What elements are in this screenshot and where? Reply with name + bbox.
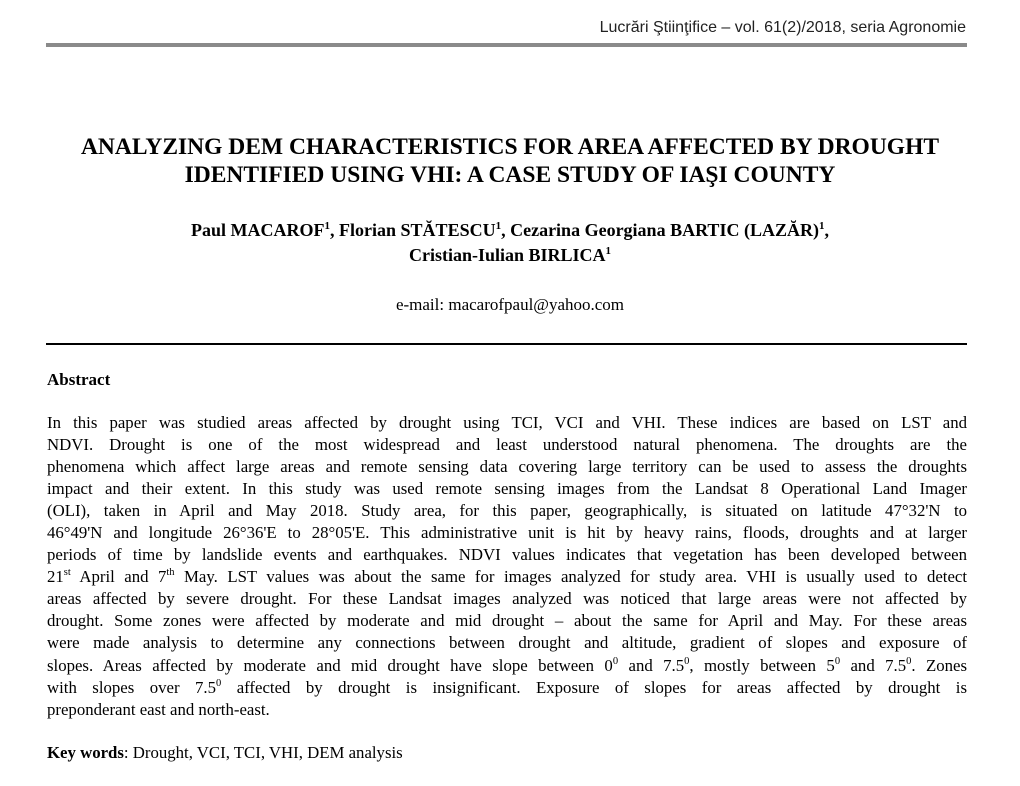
abstract-text: 21 [47, 567, 64, 587]
author-line-1 [20, 218, 1000, 243]
abstract-text: (OLI), taken in April and May 2018. Study area, for this paper, geographically, is situated on latitude 47°32'N to [47, 501, 967, 521]
abstract-text: April and 7 [70, 567, 167, 587]
abstract-text: . Zones [911, 655, 967, 675]
author-separator: , [824, 220, 829, 240]
abstract-superscript: 0 [834, 655, 841, 667]
keywords-label: Key words [47, 743, 124, 762]
author-name: Cristian-Iulian BIRLICA [408, 245, 606, 265]
abstract-text: impact and their extent. In this study was used remote sensing images from the Landsat 8 Operational Land Imager [47, 479, 967, 499]
abstract-heading: Abstract [47, 370, 111, 389]
abstract-superscript: 0 [612, 655, 619, 667]
abstract-superscript: 0 [215, 677, 222, 689]
author-name: Paul MACAROF [191, 220, 325, 240]
abstract-superscript: 0 [906, 655, 912, 667]
abstract-superscript: th [166, 567, 175, 579]
abstract-line [47, 500, 967, 522]
abstract-line [47, 456, 967, 478]
author-name: Florian STĂTESCU [339, 220, 496, 240]
title-line-1: ANALYZING DEM CHARACTERISTICS FOR AREA AFFECTED BY DROUGHT [80, 134, 940, 160]
abstract-line [47, 655, 967, 677]
header-rule [46, 43, 967, 47]
abstract-line [47, 632, 967, 654]
author-separator: , [330, 220, 340, 240]
abstract-text: May. LST values was about the same for images analyzed for study area. VHI is usually used to detect [174, 567, 967, 587]
abstract-line [47, 522, 967, 544]
abstract-line [47, 677, 967, 699]
paper-title [20, 133, 1000, 189]
abstract-text: 46°49'N and longitude 26°36'E to 28°05'E. This administrative unit is hit by heavy rains, floods, droughts and at larger [47, 523, 967, 543]
running-header: Lucrări Ştiinţifice – vol. 61(2)/2018, seria Agronomie [599, 19, 966, 36]
abstract-superscript: st [63, 567, 71, 579]
author-separator: , [501, 220, 511, 240]
abstract-line [47, 699, 967, 721]
author-name: Cezarina Georgiana BARTIC (LAZĂR) [510, 220, 819, 240]
abstract-text: NDVI. Drought is one of the most widespread and least understood natural phenomena. The droughts are the [47, 435, 967, 455]
author-affiliation: 1 [324, 220, 331, 232]
abstract-line [47, 544, 967, 566]
abstract-text: with slopes over 7.5 [47, 677, 216, 697]
abstract-text: slopes. Areas affected by moderate and mid drought have slope between 0 [47, 655, 613, 675]
abstract-text: phenomena which affect large areas and remote sensing data covering large territory can be used to assess the droughts [47, 457, 967, 477]
abstract-body [47, 412, 967, 721]
author-affiliation: 1 [495, 220, 502, 232]
abstract-text: drought. Some zones were affected by moderate and mid drought – about the same for April and May. For these areas [47, 611, 967, 631]
title-line-2: IDENTIFIED USING VHI: A CASE STUDY OF IAŞI COUNTY [184, 162, 836, 188]
abstract-line [47, 434, 967, 456]
abstract-text: periods of time by landslide events and earthquakes. NDVI values indicates that vegetation has been developed between [47, 545, 967, 565]
keywords-list: : Drought, VCI, TCI, VHI, DEM analysis [123, 743, 403, 762]
abstract-text: In this paper was studied areas affected by drought using TCI, VCI and VHI. These indices are based on LST and [47, 413, 967, 432]
section-divider [46, 343, 967, 345]
abstract-text: and 7.5 [840, 655, 907, 675]
abstract-line [47, 588, 967, 610]
abstract-text: preponderant east and north-east. [47, 699, 270, 719]
abstract-line [47, 478, 967, 500]
abstract-text: , mostly between 5 [689, 655, 835, 675]
author-affiliation: 1 [605, 245, 612, 257]
abstract-text: areas affected by severe drought. For these Landsat images analyzed was noticed that large areas were not affected by [47, 589, 967, 609]
abstract-text: were made analysis to determine any connections between drought and altitude, gradient of slopes and exposure of [47, 633, 967, 653]
author-affiliation: 1 [818, 220, 825, 232]
author-line-2 [20, 243, 1000, 268]
abstract-text: and 7.5 [618, 655, 685, 675]
abstract-line [47, 566, 967, 588]
keywords [47, 743, 403, 763]
author-email: e-mail: macarofpaul@yahoo.com [395, 295, 625, 314]
abstract-line [47, 412, 967, 434]
author-list [20, 218, 1000, 268]
abstract-text: affected by drought is insignificant. Exposure of slopes for areas affected by drought is [221, 677, 967, 697]
abstract-superscript: 0 [684, 655, 690, 667]
abstract-line [47, 610, 967, 632]
